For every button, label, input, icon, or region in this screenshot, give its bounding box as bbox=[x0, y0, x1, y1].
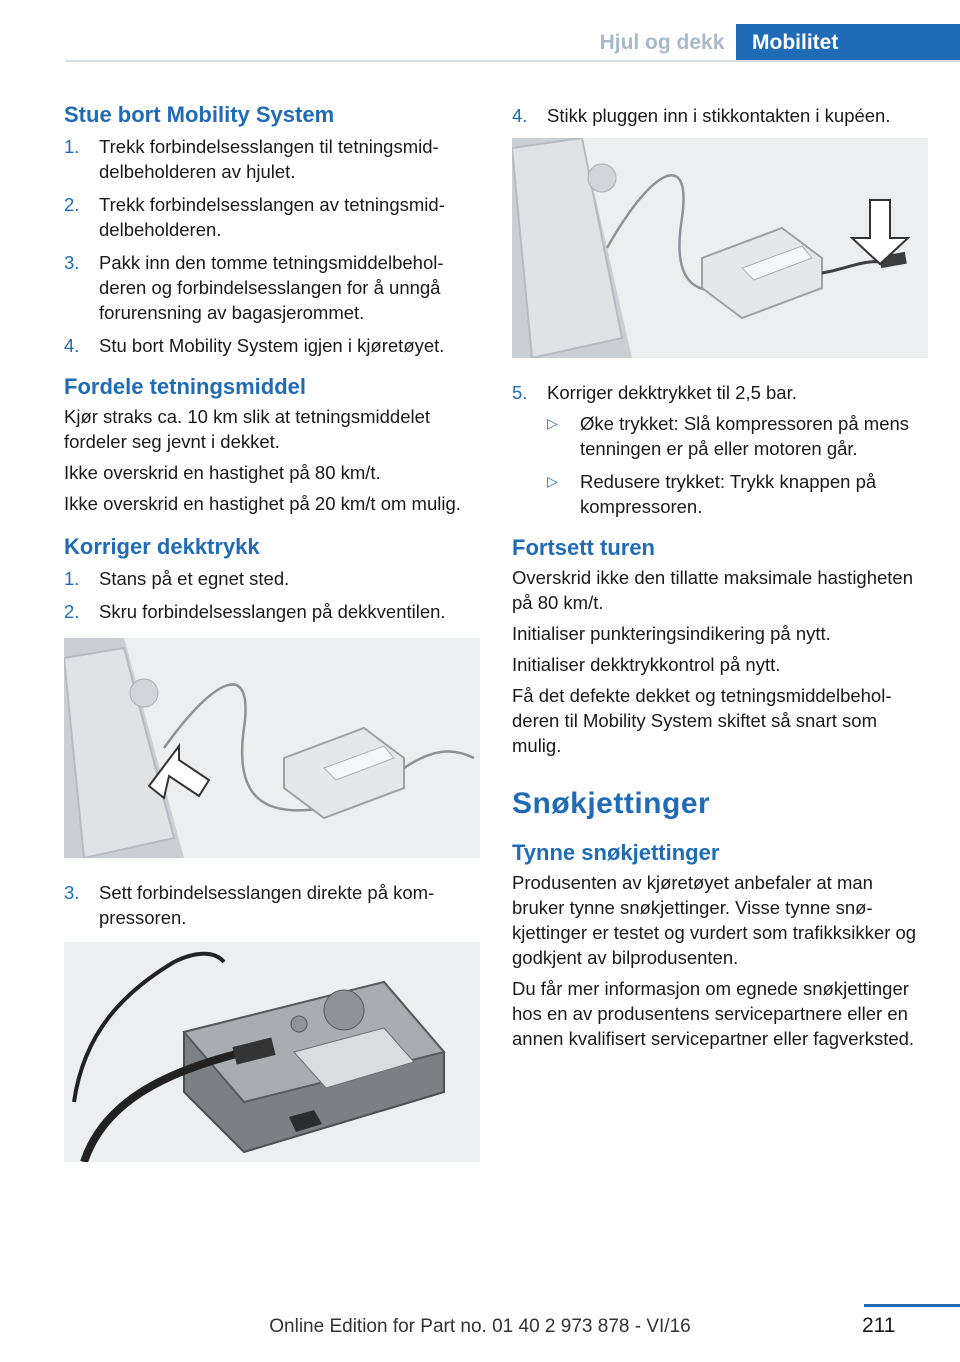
step-number: 1. bbox=[64, 136, 80, 157]
list-item bbox=[64, 333, 482, 358]
illustration-plug-socket bbox=[512, 138, 928, 358]
step-number: 5. bbox=[512, 382, 528, 403]
header-section-tab[interactable]: Hjul og dekk bbox=[599, 31, 725, 54]
paragraph: Ikke overskrid en hastighet på 80 km/t. bbox=[64, 462, 381, 483]
section-title-continue-journey: Fortsett turen bbox=[512, 535, 655, 560]
page-number-rule bbox=[864, 1304, 960, 1307]
step-text: Pakk inn den tomme tetningsmiddelbeholderen og forbindelsesslangen for å unngå forurensning av bagasjerommet. bbox=[99, 252, 444, 323]
pressure-steps-list-right bbox=[512, 103, 930, 128]
triangle-bullet-icon: ▷ bbox=[547, 473, 558, 489]
step-text: Trekk forbindelsesslangen av tetningsmiddelbeholderen. bbox=[99, 194, 445, 240]
header-chapter-tab[interactable]: Mobilitet bbox=[736, 24, 960, 62]
triangle-bullet-icon: ▷ bbox=[547, 415, 558, 431]
illustration-hose-on-valve bbox=[64, 638, 480, 858]
list-item bbox=[64, 880, 482, 930]
paragraph: Få det defekte dekket og tetningsmiddelbeholderen til Mobility System skiftet så snart som mulig. bbox=[512, 685, 892, 756]
section-title-distribute-sealant: Fordele tetningsmiddel bbox=[64, 374, 307, 399]
paragraph: Overskrid ikke den tillatte maksimale hastigheten på 80 km/t. bbox=[512, 567, 914, 613]
list-item bbox=[64, 192, 482, 242]
list-item bbox=[64, 599, 482, 624]
right-column bbox=[512, 100, 930, 1057]
step-number: 1. bbox=[64, 568, 80, 589]
list-item bbox=[512, 103, 930, 128]
section-title-store-mobility: Stue bort Mobility System bbox=[64, 102, 335, 127]
paragraph: Du får mer informasjon om egnede snøkjettinger hos en av produsentens servicepartnere eller en annen kvalifisert servicepartner eller fagverksted. bbox=[512, 978, 915, 1049]
list-item bbox=[64, 134, 482, 184]
paragraph: Produsenten av kjøretøyet anbefaler at man bruker tynne snøkjettinger. Visse tynne snøkjettinger er testet og vurdert som trafikksikker og godkjent av bilprodusenten. bbox=[512, 872, 917, 968]
step-number: 4. bbox=[512, 105, 528, 126]
pressure-steps-list-continued bbox=[64, 880, 482, 930]
paragraph: Ikke overskrid en hastighet på 20 km/t om mulig. bbox=[64, 493, 461, 514]
sub-item-text: Redusere trykket: Trykk knappen på kompressoren. bbox=[580, 471, 877, 517]
chapter-title-snow-chains: Snøkjettinger bbox=[512, 787, 711, 820]
step-text: Stikk pluggen inn i stikkontakten i kupéen. bbox=[547, 105, 891, 126]
step-text: Skru forbindelsesslangen på dekkventilen. bbox=[99, 601, 446, 622]
step-text: Stans på et egnet sted. bbox=[99, 568, 290, 589]
step-number: 2. bbox=[64, 601, 80, 622]
paragraph: Initialiser dekktrykkontrol på nytt. bbox=[512, 654, 781, 675]
step-number: 3. bbox=[64, 882, 80, 903]
store-steps-list bbox=[64, 134, 482, 358]
sub-list-item bbox=[547, 469, 930, 519]
compressor-illustration bbox=[64, 942, 480, 1162]
edition-footer: Online Edition for Part no. 01 40 2 973 878 - VI/16 bbox=[269, 1316, 691, 1337]
step-number: 4. bbox=[64, 335, 80, 356]
page-number: 211 bbox=[862, 1314, 896, 1337]
step-number: 2. bbox=[64, 194, 80, 215]
paragraph: Kjør straks ca. 10 km slik at tetningsmiddelet fordeler seg jevnt i dekket. bbox=[64, 406, 431, 452]
sub-item-text: Øke trykket: Slå kompressoren på mens tenningen er på eller motoren går. bbox=[580, 413, 910, 459]
plug-socket-illustration bbox=[512, 138, 928, 358]
step-text: Sett forbindelsesslangen direkte på kompressoren. bbox=[99, 882, 435, 928]
step-text: Stu bort Mobility System igjen i kjøretøyet. bbox=[99, 335, 445, 356]
paragraph: Initialiser punkteringsindikering på nytt. bbox=[512, 623, 831, 644]
section-title-thin-snow-chains: Tynne snøkjettinger bbox=[512, 840, 720, 865]
list-item bbox=[64, 566, 482, 591]
step-number: 3. bbox=[64, 252, 80, 273]
list-item bbox=[512, 380, 930, 519]
sub-list-item bbox=[547, 411, 930, 461]
sub-list bbox=[547, 411, 930, 519]
section-title-correct-pressure: Korriger dekktrykk bbox=[64, 534, 260, 559]
header-divider bbox=[65, 60, 960, 62]
step-text: Trekk forbindelsesslangen til tetningsmiddelbeholderen av hjulet. bbox=[99, 136, 439, 182]
list-item bbox=[64, 250, 482, 325]
illustration-compressor bbox=[64, 942, 480, 1162]
left-column bbox=[64, 100, 482, 1184]
tire-valve-illustration bbox=[64, 638, 480, 858]
step-text: Korriger dekktrykket til 2,5 bar. bbox=[547, 382, 797, 403]
pressure-steps-list bbox=[64, 566, 482, 624]
pressure-steps-list-right-continued bbox=[512, 380, 930, 519]
